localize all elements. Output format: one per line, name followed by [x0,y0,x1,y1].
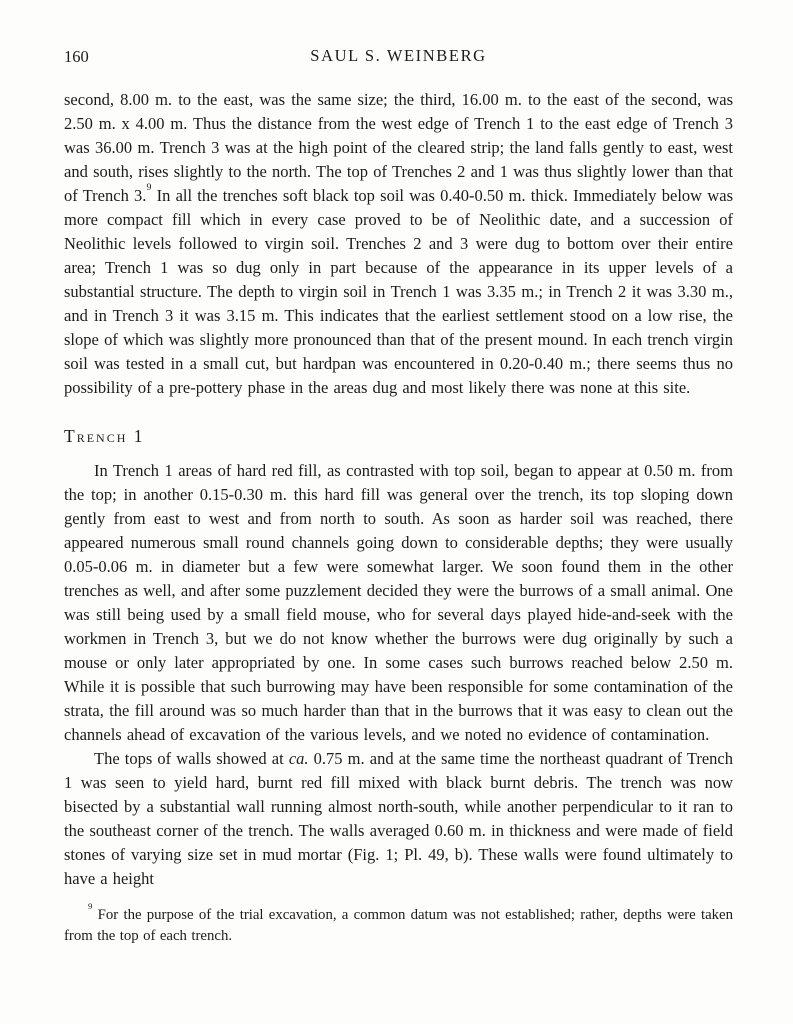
page-header [64,46,733,68]
running-head: SAUL S. WEINBERG [310,46,487,65]
page-number: 160 [64,47,89,66]
section-heading: Trench 1 [64,426,145,446]
footnote-marker: 9 [146,181,152,193]
paragraph [64,459,733,747]
italic-text-run: ca. [288,749,309,768]
footnote-text [64,900,733,947]
text-run: For the purpose of the trial excavation, a common datum was not established; rather, depths were taken from the top of each trench. [64,907,733,944]
text-run: In Trench 1 areas of hard red fill, as contrasted with top soil, began to appear at 0.50 m. from the top; in another 0.15-0.30 m. this hard fill was general over the trench, its top sloping down gently from east to west and from north to south. As soon as harder soil was reached, there appeared numerous small round channels going down to considerable depths; they were usually 0.05-0.06 m. in diameter but a few were somewhat larger. We soon found them in the other trenches as well, and after some puzzlement decided they were the burrows of a small animal. One was still being used by a small field mouse, who for several days played hide-and-seek with the workmen in Trench 3, but we do not know whether the burrows were dug originally by such a mouse or only later appropriated by one. In some cases such burrows reached below 2.50 m. While it is possible that such burrowing may have been responsible for some contamination of the strata, the fill around was so much harder than that in the burrows that it was easy to clean out the channels ahead of excavation of the various levels, and we noted no evidence of contamination. [64,461,733,744]
text-run: second, 8.00 m. to the east, was the same size; the third, 16.00 m. to the east of the second, was 2.50 m. x 4.00 m. Thus the distance from the west edge of Trench 1 to the east edge of Trench 3 was 36.00 m. Trench 3 was at the high point of the cleared strip; the land falls gently to east, west and south, rises slightly to the north. The top of Trenches 2 and 1 was thus slightly lower than that of Trench 3. [64,90,733,205]
text-run: In all the trenches soft black top soil was 0.40-0.50 m. thick. Immediately below was more compact fill which in every case proved to be of Neolithic date, and a succession of Neolithic levels followed to virgin soil. Trenches 2 and 3 were dug to bottom over their entire area; Trench 1 was so dug only in part because of the appearance in its upper levels of a substantial structure. The depth to virgin soil in Trench 1 was 3.35 m.; in Trench 2 it was 3.30 m., and in Trench 3 it was 3.15 m. This indicates that the earliest settlement stood on a low rise, the slope of which was slightly more pronounced than that of the present mound. In each trench virgin soil was tested in a small cut, but hardpan was encountered in 0.20-0.40 m.; there seems thus no possibility of a pre-pottery phase in the areas dug and most likely there was none at this site. [64,186,733,397]
page-body [64,88,733,891]
footnote-marker: 9 [88,900,93,911]
paragraph [64,747,733,891]
footnote [64,900,733,947]
text-run: 0.75 m. and at the same time the northeast quadrant of Trench 1 was seen to yield hard, burnt red fill mixed with black burnt debris. The trench was now bisected by a substantial wall running almost north-south, while another perpendicular to it ran to the southeast corner of the trench. The walls averaged 0.60 m. in thickness and were made of field stones of varying size set in mud mortar (Fig. 1; Pl. 49, b). These walls were found ultimately to have a height [64,749,733,888]
text-run: The tops of walls showed at [94,749,289,768]
paragraph [64,88,733,400]
